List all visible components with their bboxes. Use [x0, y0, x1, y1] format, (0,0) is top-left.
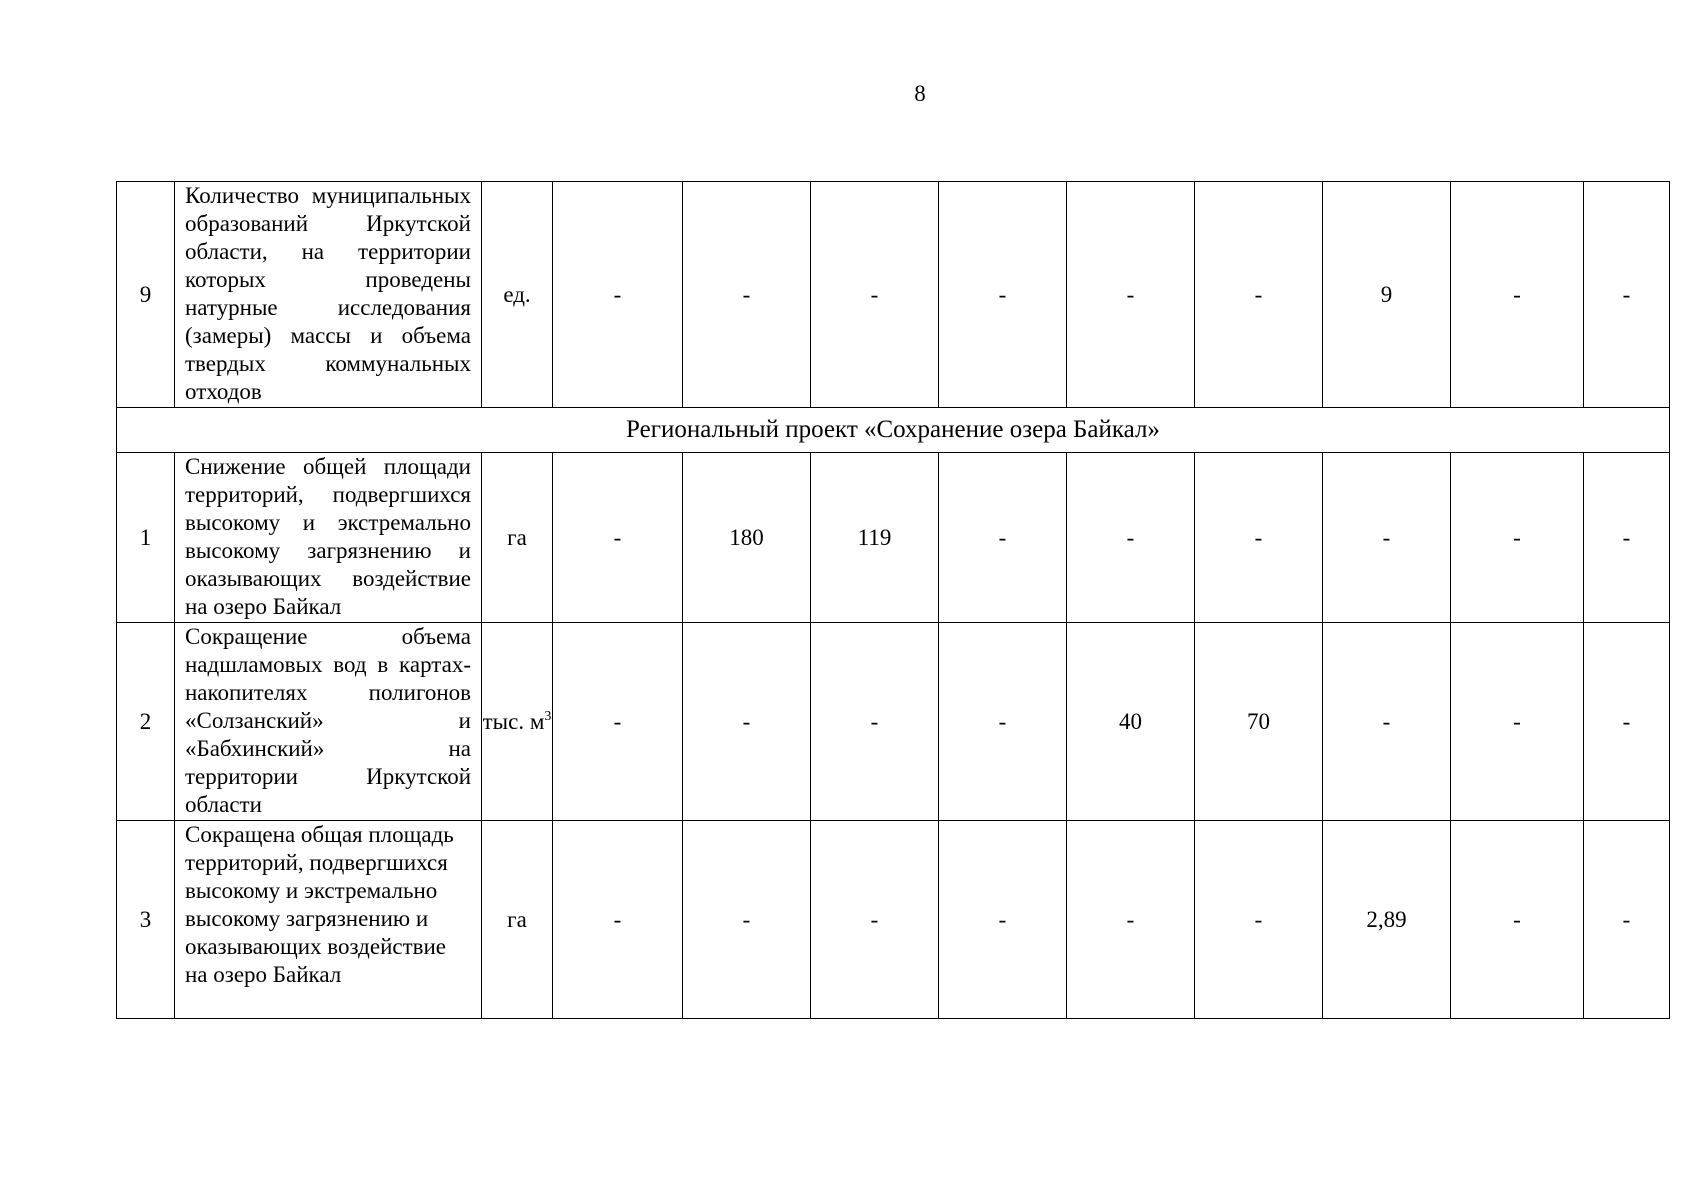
value-cell: 9 [1323, 182, 1451, 408]
value-cell: - [1451, 453, 1584, 623]
value-cell: - [683, 821, 811, 1019]
value-cell: 180 [683, 453, 811, 623]
value-cell: - [553, 821, 683, 1019]
value-cell: 119 [811, 453, 939, 623]
value-cell: - [1584, 453, 1670, 623]
unit-cell: га [482, 821, 553, 1019]
value-cell: - [1451, 182, 1584, 408]
value-cell: - [1067, 453, 1195, 623]
value-cell: - [939, 182, 1067, 408]
section-title: Региональный проект «Сохранение озера Байкал» [117, 408, 1670, 453]
value-cell: - [553, 182, 683, 408]
table-row [117, 453, 1670, 623]
row-number: 9 [117, 182, 175, 408]
row-number: 3 [117, 821, 175, 1019]
value-cell: - [1584, 821, 1670, 1019]
value-cell: - [683, 623, 811, 821]
value-cell: - [939, 821, 1067, 1019]
section-row [117, 408, 1670, 453]
value-cell: - [1195, 821, 1323, 1019]
value-cell: - [939, 623, 1067, 821]
page-number: 8 [914, 81, 926, 106]
unit-cell [482, 623, 553, 821]
value-cell: - [1584, 182, 1670, 408]
value-cell: - [1451, 623, 1584, 821]
value-cell: - [1067, 821, 1195, 1019]
value-cell: - [1195, 182, 1323, 408]
table-row [117, 821, 1670, 1019]
value-cell: - [553, 623, 683, 821]
value-cell: 40 [1067, 623, 1195, 821]
value-cell: 2,89 [1323, 821, 1451, 1019]
indicator-description: Количество муниципальных образований Иркутской области, на территории которых проведены натурные исследования (замеры) массы и объема твердых коммунальных отходов [175, 182, 482, 408]
value-cell: - [1195, 453, 1323, 623]
indicator-description: Сокращение объема надшламовых вод в картах-накопителях полигонов «Солзанский» и «Бабхинский» на территории Иркутской области [175, 623, 482, 821]
value-cell: - [939, 453, 1067, 623]
unit-text: тыс. м [482, 708, 545, 734]
table-row [117, 182, 1670, 408]
row-number: 1 [117, 453, 175, 623]
indicator-description: Снижение общей площади территорий, подвергшихся высокому и экстремально высокому загрязнению и оказывающих воздействие на озеро Байкал [175, 453, 482, 623]
value-cell: - [1451, 821, 1584, 1019]
indicators-table [116, 181, 1670, 1019]
value-cell: - [683, 182, 811, 408]
value-cell: - [811, 182, 939, 408]
unit-cell: га [482, 453, 553, 623]
value-cell: - [1584, 623, 1670, 821]
unit-cell: ед. [482, 182, 553, 408]
unit-superscript: 3 [544, 708, 552, 724]
table-row [117, 623, 1670, 821]
indicator-description: Сокращена общая площадь территорий, подвергшихся высокому и экстремально высокому загрязнению и оказывающих воздействие на озеро Байкал [175, 821, 482, 1019]
value-cell: 70 [1195, 623, 1323, 821]
row-number: 2 [117, 623, 175, 821]
value-cell: - [1323, 453, 1451, 623]
value-cell: - [811, 821, 939, 1019]
value-cell: - [1067, 182, 1195, 408]
value-cell: - [553, 453, 683, 623]
value-cell: - [1323, 623, 1451, 821]
value-cell: - [811, 623, 939, 821]
